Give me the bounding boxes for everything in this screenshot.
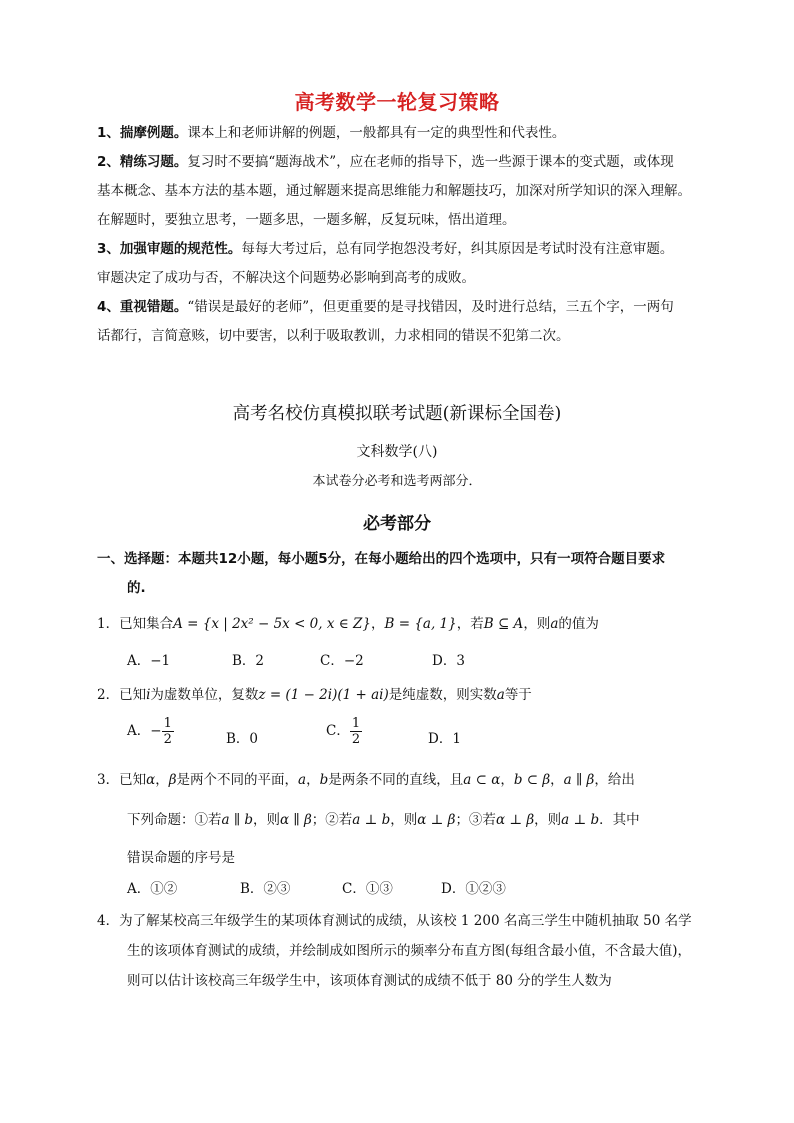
q3-option-c: C．①③ [342,881,393,897]
q2-option-a-numerator: 1 [163,716,172,731]
exam-title: 高考名校仿真模拟联考试题(新课标全国卷) [232,404,562,424]
question-4-line1: 4．为了解某校高三年级学生的某项体育测试的成绩，从该校 1 200 名高三学生中随机抽取 50 名学 [97,913,692,929]
q3-l1-mid2: 是两条不同的直线，且 [328,772,464,788]
q3-line-a: a [298,772,307,788]
strategy-item-4-head: 4、重视错题。 [97,299,188,315]
q3-l2-mid2: ；③若 [455,812,496,828]
q2-option-b: B．0 [226,731,259,747]
q2-option-c-label: C． [326,723,350,739]
q3-line-b: b [319,772,329,788]
q2-expression: z = (1 − 2i)(1 + ai) [258,687,389,703]
strategy-item-1-text: 课本上和老师讲解的例题，一般都具有一定的典型性和代表性。 [187,125,566,141]
q1-set-a: A = {x | 2x² − 5x < 0, x ∈ Z} [173,616,372,632]
strategy-item-2 [97,148,717,177]
q1-sep: ， [371,616,385,632]
q2-option-a-label: A．− [127,723,162,739]
q3-result-3: a ⊥ b [561,812,600,828]
strategy-item-2-text-line1: 复习时不要搞“题海战术”，应在老师的指导下，选一些源于课本的变式题，或体现 [187,154,674,170]
q3-relation-2: b ⊂ β [513,772,551,788]
q1-prefix: 1．已知集合 [97,616,174,632]
q3-then-2: ，则 [390,812,418,828]
q3-cond-2: a ⊥ b [352,812,391,828]
strategy-item-3-line2: 审题决定了成功与否，不解决这个问题势必影响到高考的成败。 [97,270,475,286]
q3-l1-mid1: 是两个不同的平面， [176,772,299,788]
q3-comma1: ， [155,772,169,788]
q2-option-c-fraction [350,716,362,747]
q3-cond-3: α ⊥ β [495,812,535,828]
q3-l2-mid1: ；②若 [311,812,353,828]
q1-option-d: D．3 [432,653,465,669]
q3-beta: β [168,772,177,788]
q1-mid: ，若 [456,616,484,632]
q1-set-b: B = {a, 1} [384,616,457,632]
q3-l1-end: ，给出 [594,772,635,788]
q3-option-d: D．①②③ [441,881,506,897]
q2-mid1: 为虚数单位，复数 [150,687,259,703]
q2-imag-unit: i [146,687,151,703]
q3-l1-prefix: 3．已知 [97,772,147,788]
strategy-item-2-line2: 基本概念、基本方法的基本题，通过解题来提高思维能力和解题技巧，加深对所学知识的深入理解。 [97,183,691,199]
strategy-item-4-text-line1: “错误是最好的老师”，但更重要的是寻找错因，及时进行总结，三五个字，一两句 [187,299,674,315]
q3-alpha: α [146,772,156,788]
question-3-line1 [97,768,635,788]
exam-subject: 文科数学(八) [356,444,438,460]
q2-option-d: D．1 [428,731,461,747]
strategy-item-4 [97,293,717,322]
strategy-title: 高考数学一轮复习策略 [294,90,500,114]
q2-option-a-denominator: 2 [163,732,172,747]
strategy-item-4-line2: 话都行，言简意赅，切中要害，以利于吸取教训，力求相同的错误不犯第二次。 [97,328,570,344]
q2-prefix: 2．已知 [97,687,147,703]
q2-end: 等于 [504,687,532,703]
q2-option-c-numerator: 1 [351,716,361,731]
strategy-item-3-head: 3、加强审题的规范性。 [97,241,242,257]
q3-option-a: A．①② [127,881,178,897]
strategy-item-3 [97,235,717,264]
q1-option-b: B．2 [232,653,265,669]
q3-then-3: ，则 [534,812,562,828]
q2-var: a [496,687,505,703]
question-3-line2 [127,808,640,828]
part1-instructions-line2: 的. [127,580,146,596]
question-4-line3: 则可以估计该校高三年级学生中，该项体育测试的成绩不低于 80 分的学生人数为 [127,973,612,989]
strategy-item-1-head: 1、揣摩例题。 [97,125,188,141]
question-2-stem [97,683,532,703]
section-title: 必考部分 [363,514,431,534]
q2-mid2: 是纯虚数，则实数 [388,687,497,703]
q1-condition: B ⊆ A [483,616,524,632]
q3-result-2: α ⊥ β [417,812,456,828]
q3-comma4: ， [550,772,564,788]
question-1-stem [97,612,599,632]
q3-l2-end: ．其中 [599,812,640,828]
q2-option-c-denominator: 2 [351,732,361,747]
strategy-item-2-head: 2、精练习题。 [97,154,188,170]
q2-option-a-fraction [162,716,174,747]
part1-instructions-line1: 一、选择题：本题共12小题，每小题5分，在每小题给出的四个选项中，只有一项符合题目要求 [97,551,666,567]
q1-option-c: C．−2 [320,653,364,669]
q3-cond-1: a ∥ b [221,812,254,828]
q2-option-c [326,716,362,747]
strategy-item-2-line3: 在解题时，要独立思考，一题多思，一题多解，反复玩味，悟出道理。 [97,212,516,228]
q3-option-b: B．②③ [240,881,291,897]
q3-relation-3: a ∥ β [563,772,595,788]
q1-post: ，则 [523,616,551,632]
q3-comma2: ， [306,772,320,788]
question-4-line2: 生的该项体育测试的成绩，并绘制成如图所示的频率分布直方图(每组含最小值，不含最大值)， [127,943,692,959]
q1-option-a: A．−1 [127,653,171,669]
q3-l2-prefix: 下列命题：①若 [127,812,222,828]
q3-relation-1: a ⊂ α [463,772,501,788]
q3-then-1: ，则 [253,812,281,828]
q1-end: 的值为 [558,616,599,632]
strategy-item-1 [97,119,717,148]
question-3-line3: 错误命题的序号是 [127,850,235,866]
q2-option-a [127,716,174,747]
q3-result-1: α ∥ β [280,812,312,828]
strategy-item-3-text-line1: 每每大考过后，总有同学抱怨没考好，纠其原因是考试时没有注意审题。 [241,241,674,257]
q1-var: a [550,616,559,632]
exam-note: 本试卷分必考和选考两部分． [312,474,482,489]
q3-comma3: ， [500,772,514,788]
